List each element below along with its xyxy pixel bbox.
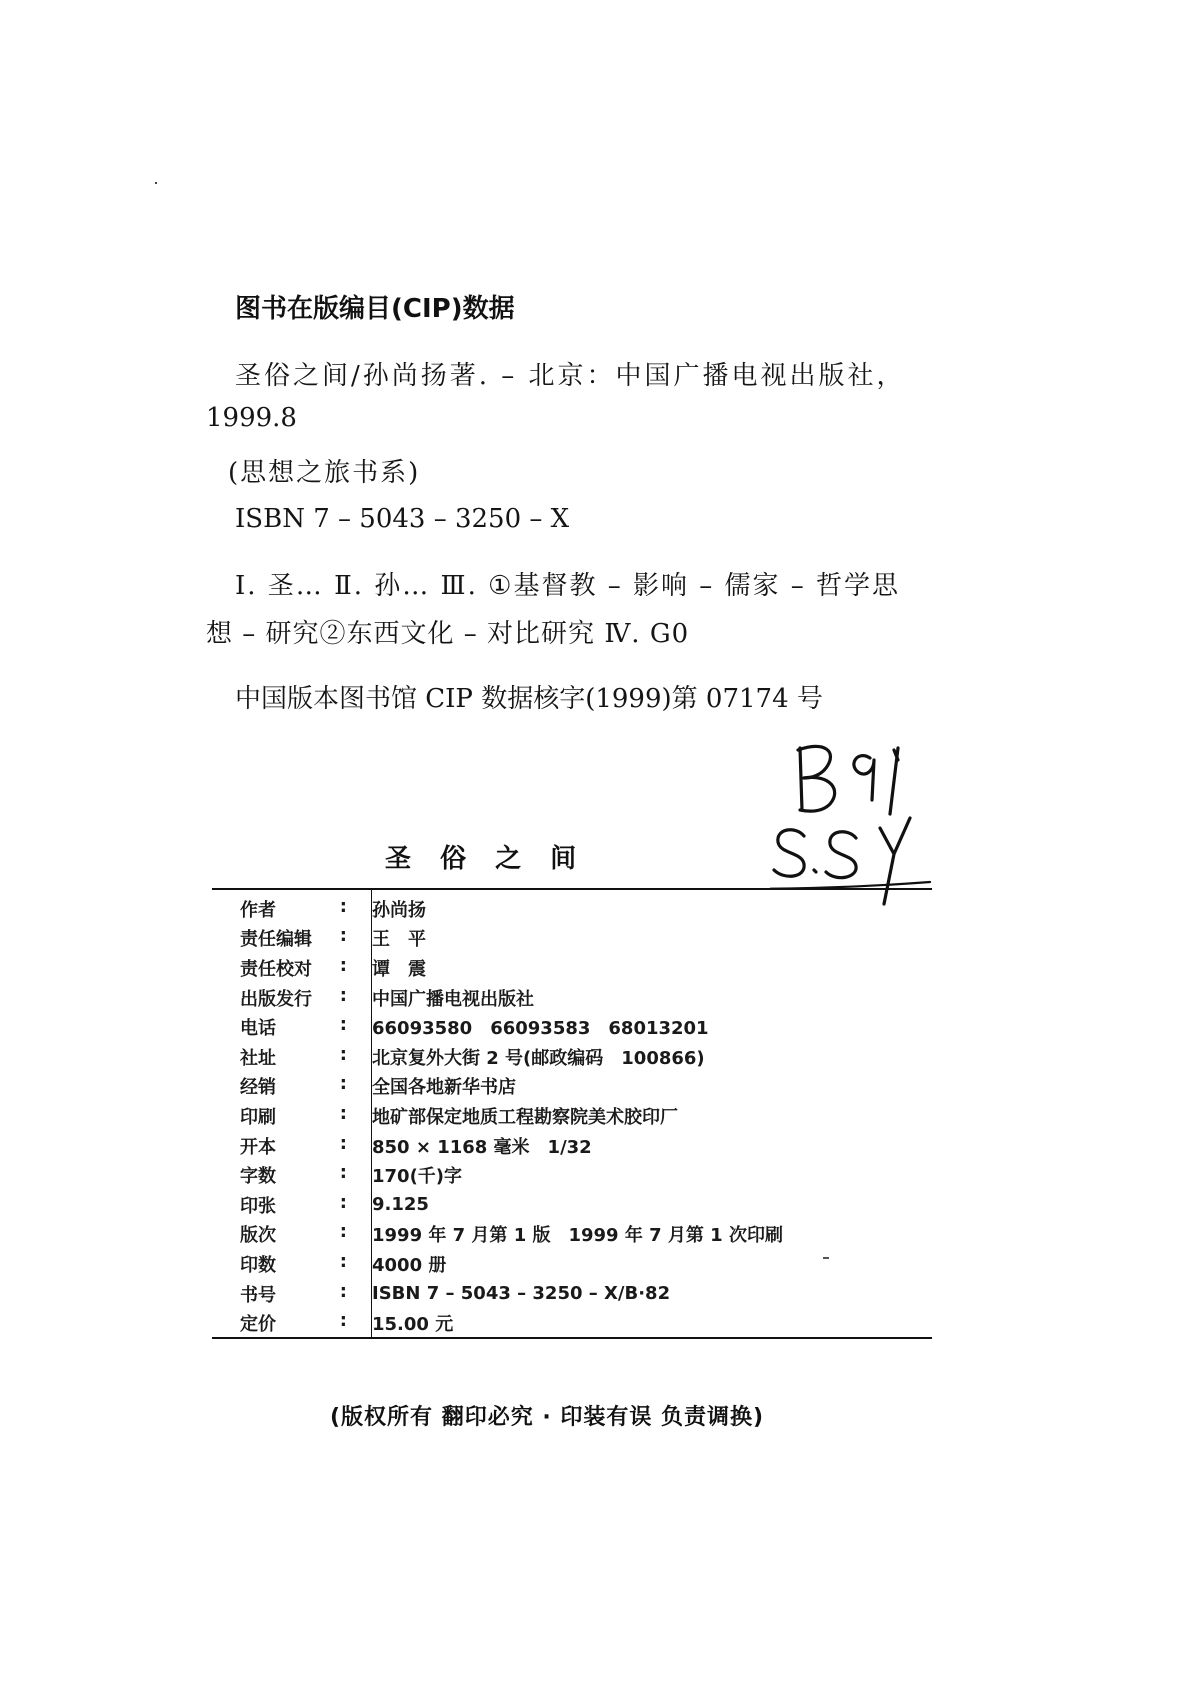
info-label: 印张 : xyxy=(240,1191,347,1217)
info-label: 印刷 : xyxy=(240,1102,347,1128)
info-row-edition xyxy=(240,1220,920,1250)
info-value: 1999 年 7 月第 1 版 1999 年 7 月第 1 次印刷 xyxy=(372,1225,783,1247)
info-label: 作者 : xyxy=(240,895,347,921)
info-label: 责任校对 : xyxy=(240,954,347,980)
info-label: 社址 : xyxy=(240,1043,347,1069)
info-value: 4000 册 xyxy=(372,1254,447,1276)
book-title: 圣 俗 之 间 xyxy=(385,844,587,874)
table-top-rule xyxy=(212,888,932,890)
info-value: ISBN 7 – 5043 – 3250 – X/B·82 xyxy=(372,1283,671,1305)
info-value: 170(千)字 xyxy=(372,1166,463,1188)
info-value: 9.125 xyxy=(372,1194,429,1216)
copyright-notice: (版权所有 翻印必究 · 印装有误 负责调换) xyxy=(330,1405,765,1430)
info-row-printer xyxy=(240,1101,920,1131)
info-label: 字数 : xyxy=(240,1162,347,1188)
table-bottom-rule xyxy=(212,1337,932,1339)
info-value: 全国各地新华书店 xyxy=(372,1077,516,1099)
info-row-address xyxy=(240,1042,920,1072)
info-value: 66093580 66093583 68013201 xyxy=(372,1018,709,1040)
info-value: 北京复外大街 2 号(邮政编码 100866) xyxy=(372,1047,705,1069)
info-row-sheets xyxy=(240,1190,920,1220)
info-label: 经销 : xyxy=(240,1073,347,1099)
info-label: 出版发行 : xyxy=(240,984,347,1010)
info-label: 印数 : xyxy=(240,1250,347,1276)
info-label: 版次 : xyxy=(240,1221,347,1247)
scan-speck xyxy=(155,182,157,184)
cip-series-line: (思想之旅书系) xyxy=(228,458,421,488)
publication-info-table xyxy=(240,894,920,1338)
info-row-format xyxy=(240,1131,920,1161)
info-label: 开本 : xyxy=(240,1132,347,1158)
info-row-editor xyxy=(240,924,920,954)
info-row-price xyxy=(240,1308,920,1338)
info-label: 电话 : xyxy=(240,1014,347,1040)
info-value: 地矿部保定地质工程勘察院美术胶印厂 xyxy=(372,1106,678,1128)
info-value: 中国广播电视出版社 xyxy=(372,988,534,1010)
info-row-distributor xyxy=(240,1072,920,1102)
info-label: 责任编辑 : xyxy=(240,925,347,951)
cip-subject-line-cont: 想 – 研究②东西文化 – 对比研究 Ⅳ. G0 xyxy=(206,619,690,649)
info-row-phone xyxy=(240,1012,920,1042)
info-row-publisher xyxy=(240,983,920,1013)
info-row-word-count xyxy=(240,1160,920,1190)
info-row-print-run xyxy=(240,1249,920,1279)
cip-title-line: 圣俗之间/孙尚扬著. – 北京：中国广播电视出版社， xyxy=(235,361,906,391)
info-row-author xyxy=(240,894,920,924)
info-value: 孙尚扬 xyxy=(372,899,426,921)
info-value: 15.00 元 xyxy=(372,1314,454,1336)
cip-heading: 图书在版编目(CIP)数据 xyxy=(235,294,515,324)
cip-subject-line: Ⅰ. 圣… Ⅱ. 孙… Ⅲ. ①基督教 – 影响 – 儒家 – 哲学思 xyxy=(235,571,901,601)
info-label: 定价 : xyxy=(240,1310,347,1336)
info-value: 王 平 xyxy=(372,929,426,951)
info-value: 850 × 1168 毫米 1/32 xyxy=(372,1136,592,1158)
info-row-proofreader xyxy=(240,953,920,983)
cip-verification-line: 中国版本图书馆 CIP 数据核字(1999)第 07174 号 xyxy=(235,684,823,714)
info-value: 谭 震 xyxy=(372,958,426,980)
info-row-book-number xyxy=(240,1279,920,1309)
cip-isbn-line: ISBN 7 – 5043 – 3250 – X xyxy=(235,504,570,534)
info-label: 书号 : xyxy=(240,1280,347,1306)
cip-date-line: 1999.8 xyxy=(206,403,297,433)
